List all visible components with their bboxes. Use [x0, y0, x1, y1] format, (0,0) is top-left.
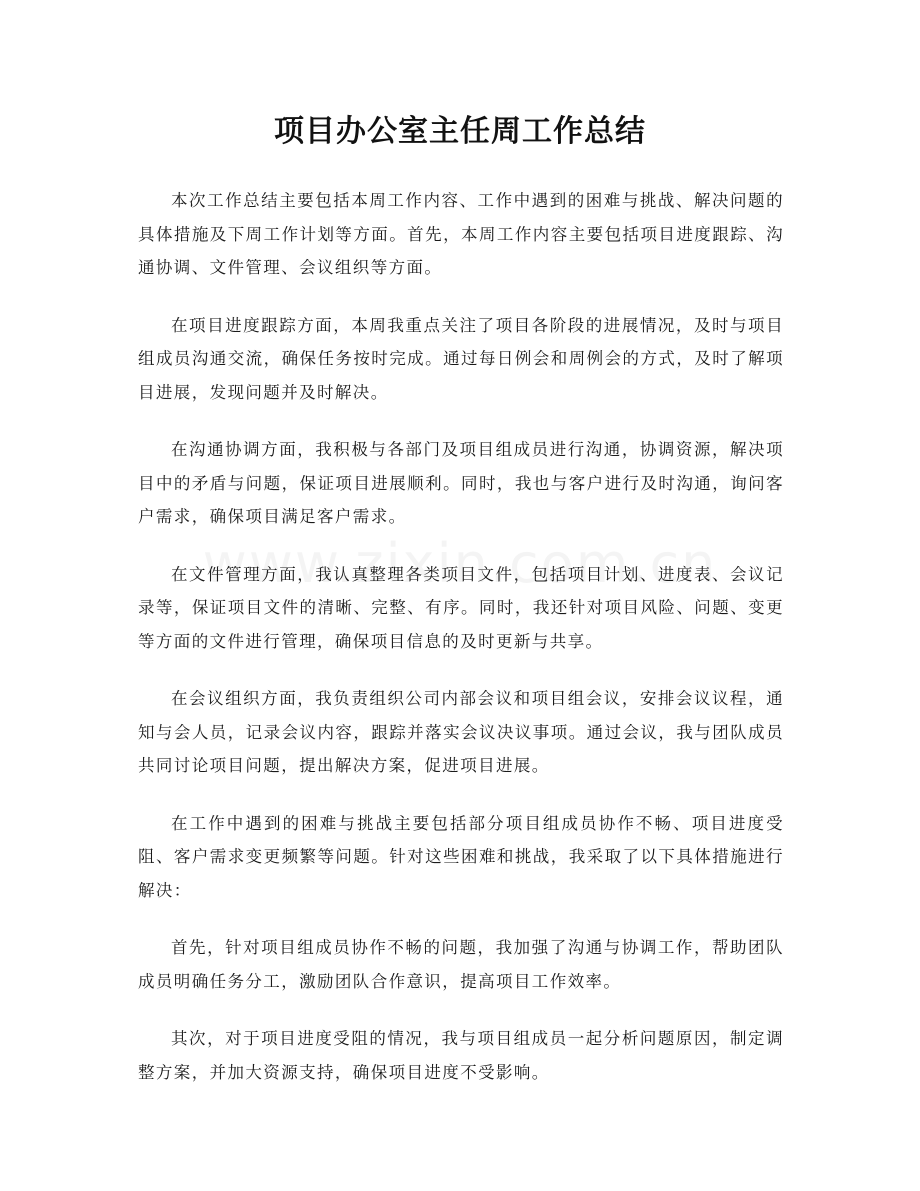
paragraph-5: 在会议组织方面，我负责组织公司内部会议和项目组会议，安排会议议程，通知与会人员，记录会议内容，跟踪并落实会议决议事项。通过会议，我与团队成员共同讨论项目问题，提出解决方案，促进项目进展。: [138, 689, 784, 775]
paragraph-2: 在项目进度跟踪方面，本周我重点关注了项目各阶段的进展情况，及时与项目组成员沟通交流，确保任务按时完成。通过每日例会和周例会的方式，及时了解项目进展，发现问题并及时解决。: [138, 315, 784, 402]
paragraph-4: 在文件管理方面，我认真整理各类项目文件，包括项目计划、进度表、会议记录等，保证项目文件的清晰、完整、有序。同时，我还针对项目风险、问题、变更等方面的文件进行管理，确保项目信息的及时更新与共享。: [138, 564, 784, 651]
document-title: 项目办公室主任周工作总结: [274, 114, 646, 149]
paragraph-8: 其次，对于项目进度受阻的情况，我与项目组成员一起分析问题原因，制定调整方案，并加大资源支持，确保项目进度不受影响。: [138, 1029, 784, 1082]
paragraph-7: 首先，针对项目组成员协作不畅的问题，我加强了沟通与协调工作，帮助团队成员明确任务分工，激励团队合作意识，提高项目工作效率。: [138, 938, 784, 991]
paragraph-3: 在沟通协调方面，我积极与各部门及项目组成员进行沟通，协调资源，解决项目中的矛盾与问题，保证项目进展顺利。同时，我也与客户进行及时沟通，询问客户需求，确保项目满足客户需求。: [138, 440, 784, 526]
paragraph-6: 在工作中遇到的困难与挑战主要包括部分项目组成员协作不畅、项目进度受阻、客户需求变更频繁等问题。针对这些困难和挑战，我采取了以下具体措施进行解决：: [138, 813, 784, 900]
paragraph-1: 本次工作总结主要包括本周工作内容、工作中遇到的困难与挑战、解决问题的具体措施及下周工作计划等方面。首先，本周工作内容主要包括项目进度跟踪、沟通协调、文件管理、会议组织等方面。: [138, 191, 784, 277]
document-body: [138, 184, 784, 1113]
